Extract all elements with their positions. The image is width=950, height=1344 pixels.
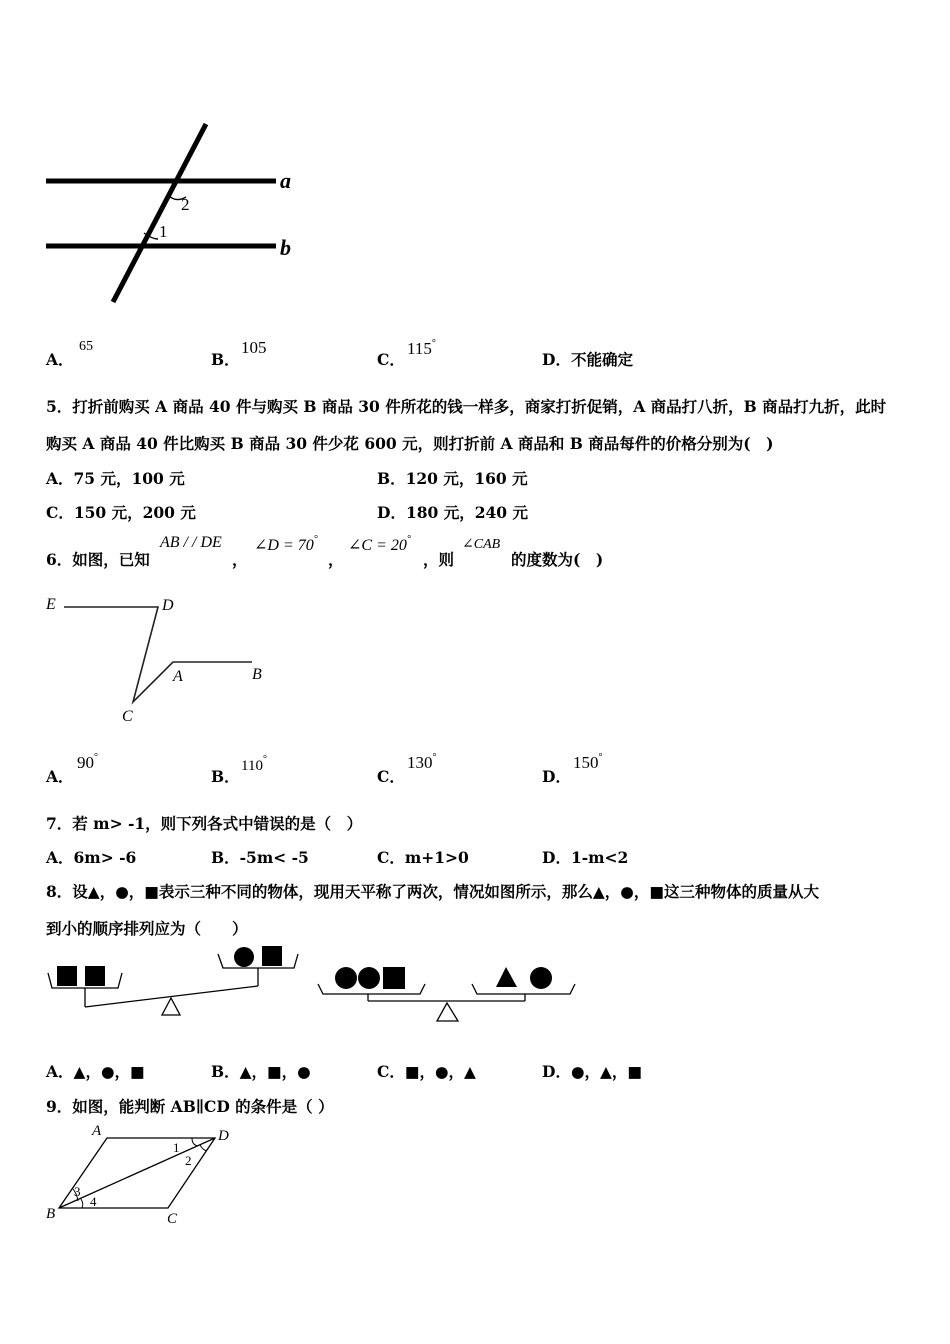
q5-option-b[interactable]: B．120 元，160 元 (377, 469, 528, 488)
angle-label-1: 1 (159, 222, 168, 241)
q5-stem-line2: 购买 A 商品 40 件比购买 B 商品 30 件少花 600 元，则打折前 A 商品和 B 商品每件的价格分别为( ) (46, 434, 774, 453)
q5-stem-line1: 5．打折前购买 A 商品 40 件与购买 B 商品 30 件所花的钱一样多，商家打折促销，A 商品打八折，B 商品打九折，此时 (46, 397, 887, 416)
figure-q6-angles (40, 590, 280, 730)
q8-option-c[interactable]: C．■，●，▲ (377, 1062, 476, 1081)
q7-option-c[interactable]: C．m+1>0 (377, 848, 469, 867)
q6-condition-parallel: AB / / DE (160, 534, 222, 551)
q6-stem-prefix: 6．如图，已知 (46, 550, 150, 569)
right-pan (218, 954, 298, 968)
q8-option-b[interactable]: B．▲，■，● (211, 1062, 311, 1081)
angle-label-2: 2 (181, 195, 190, 214)
q6-separator-2: ， (328, 550, 344, 569)
q6-stem-mid: ，则 (423, 550, 455, 569)
degree-sign: ° (431, 338, 436, 349)
q7-option-b[interactable]: B．-5m< -5 (211, 848, 309, 867)
q6-separator-1: ， (232, 550, 248, 569)
label-a: a (280, 168, 291, 193)
q9-stem: 9．如图，能判断 AB∥CD 的条件是（ ） (46, 1097, 334, 1116)
figure-q9-parallelogram (40, 1120, 240, 1230)
figure-balance-scales (40, 940, 585, 1025)
option-label: B． (211, 350, 240, 369)
angle-1-arc (192, 1138, 198, 1146)
value-text: 90 (77, 753, 94, 772)
square-shape (262, 946, 282, 966)
degree-sign: ° (313, 534, 318, 545)
label-b: b (280, 235, 291, 260)
q6-stem-suffix: 的度数为( ) (511, 550, 604, 569)
value-text: 110 (241, 758, 263, 774)
point-label-c: C (122, 708, 133, 725)
polyline-e-d-c-a-b (64, 607, 252, 702)
balance-scale-2 (318, 967, 575, 1021)
q6-option-d-value (573, 752, 603, 773)
q6-condition-angle-d (254, 534, 318, 555)
point-label-a: A (173, 668, 183, 685)
q6-target-angle: ∠CAB (462, 537, 501, 552)
right-pan (472, 984, 575, 994)
angle-label-1: 1 (173, 1140, 180, 1155)
q6-option-b-value (241, 754, 267, 775)
q8-option-d[interactable]: D．●，▲，■ (542, 1062, 643, 1081)
degree-sign: ° (406, 534, 411, 545)
option-label: D． (542, 350, 571, 369)
circle-shape (234, 947, 254, 967)
figure-parallel-lines-ab (40, 115, 310, 310)
degree-sign: ° (262, 754, 267, 765)
q7-option-a[interactable]: A．6m> -6 (46, 848, 137, 867)
balance-scale-1 (48, 946, 298, 1015)
square-shape (85, 966, 105, 986)
value-text: 150 (573, 753, 599, 772)
option-label: A． (46, 350, 74, 369)
degree-sign: ° (432, 752, 437, 763)
point-label-d: D (162, 597, 174, 614)
value-text: 115 (407, 339, 432, 358)
triangle-shape (496, 967, 517, 987)
circle-shape (335, 967, 357, 989)
point-label-c: C (167, 1211, 178, 1227)
angle-4-arc (81, 1199, 83, 1208)
q4-option-a[interactable] (46, 348, 74, 370)
angle-text: ∠C = 20 (348, 537, 407, 554)
q6-option-b[interactable]: B． (211, 767, 240, 786)
q6-condition-angle-c (348, 534, 411, 555)
circle-shape (530, 967, 552, 989)
point-label-d: D (218, 1128, 229, 1144)
angle-label-2: 2 (185, 1153, 192, 1168)
circle-shape (358, 967, 380, 989)
q7-stem: 7．若 m> -1，则下列各式中错误的是（ ） (46, 814, 363, 833)
q5-option-d[interactable]: D．180 元，240 元 (377, 503, 528, 522)
q6-option-c-value (407, 752, 437, 773)
q4-option-b[interactable] (211, 348, 240, 370)
angle-2-arc (200, 1145, 208, 1150)
q8-stem-line2: 到小的顺序排列应为（ ） (46, 919, 248, 938)
q4-option-b-value: 105 (241, 338, 267, 357)
q5-option-a[interactable]: A．75 元，100 元 (46, 469, 185, 488)
angle-label-4: 4 (90, 1194, 97, 1209)
square-shape (57, 966, 77, 986)
degree-sign: ° (94, 752, 98, 763)
fulcrum-triangle (437, 1003, 458, 1021)
option-text: 不能确定 (570, 350, 633, 369)
degree-sign: ° (598, 752, 603, 763)
angle-text: ∠D = 70 (254, 537, 314, 554)
q4-option-c[interactable] (377, 348, 405, 370)
point-label-a: A (92, 1123, 102, 1139)
value-text: 130 (407, 753, 433, 772)
q6-option-d[interactable]: D． (542, 767, 571, 786)
q5-option-c[interactable]: C．150 元，200 元 (46, 503, 196, 522)
q7-option-d[interactable]: D．1-m<2 (542, 848, 629, 867)
angle-label-3: 3 (74, 1184, 81, 1199)
square-shape (383, 967, 405, 989)
beam (85, 986, 258, 1007)
q4-option-c-value (407, 338, 436, 359)
q6-option-c[interactable]: C． (377, 767, 405, 786)
point-label-e: E (46, 596, 56, 613)
fulcrum-triangle (162, 998, 180, 1015)
q8-option-a[interactable]: A．▲，●，■ (46, 1062, 145, 1081)
q4-option-a-value: 65 (79, 339, 93, 354)
q8-stem-line1: 8．设▲，●，■表示三种不同的物体，现用天平称了两次，情况如图所示，那么▲，●，■这三种物体的质量从大 (46, 882, 819, 901)
point-label-b: B (252, 666, 262, 683)
transversal-line (113, 124, 206, 302)
q6-option-a-value (77, 752, 98, 773)
option-label: C． (377, 350, 405, 369)
q4-option-d[interactable] (542, 348, 633, 370)
q6-option-a[interactable]: A． (46, 767, 74, 786)
point-label-b: B (46, 1206, 56, 1222)
